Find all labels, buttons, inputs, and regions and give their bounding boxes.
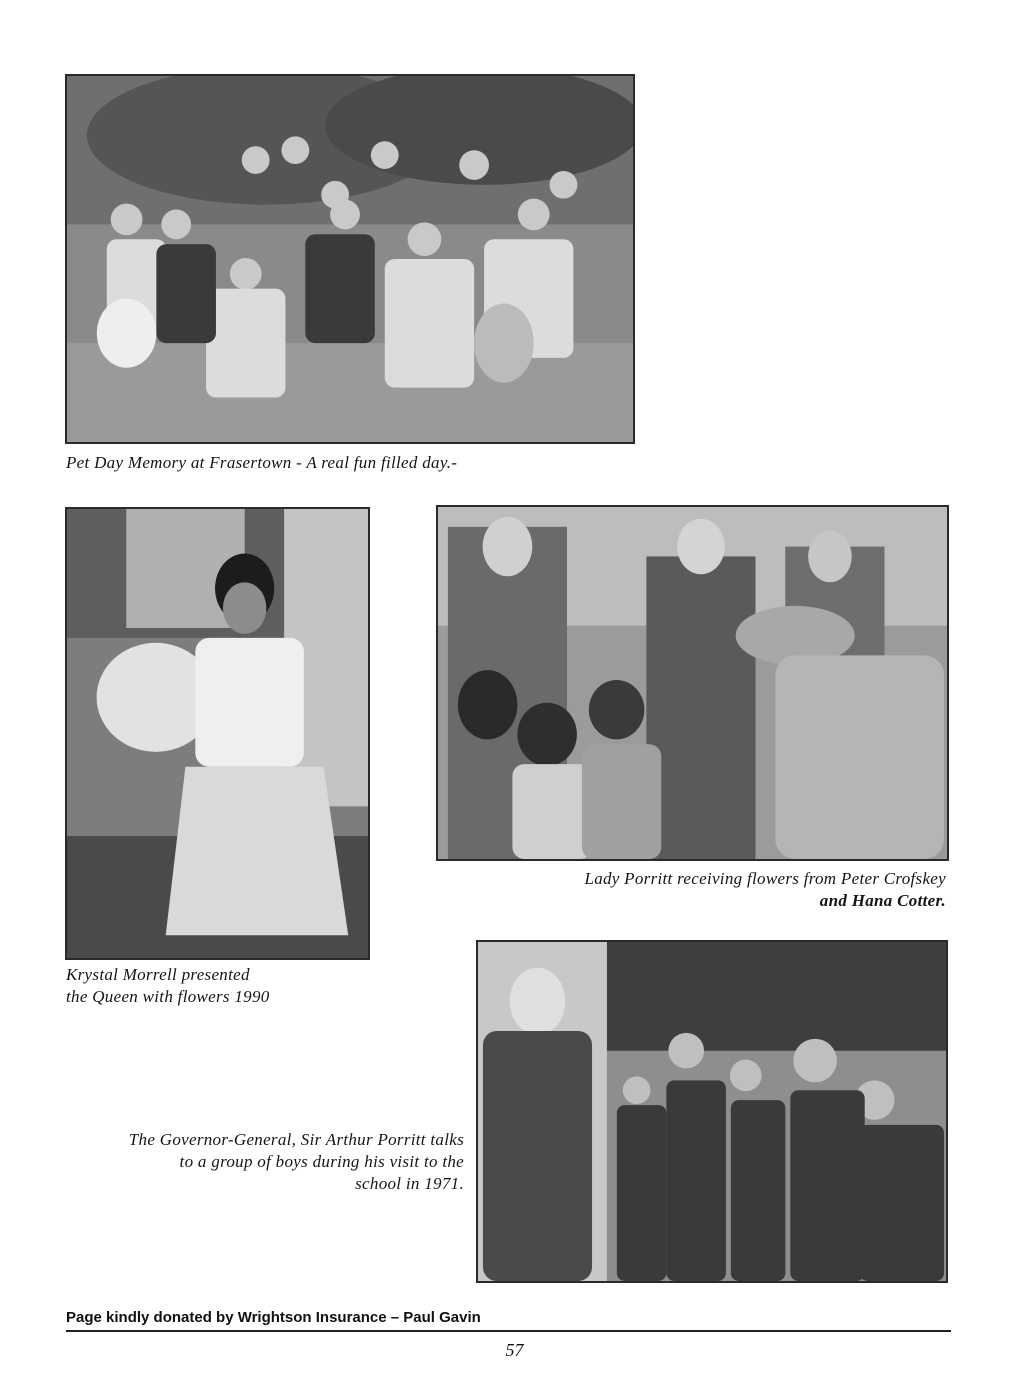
donation-note: Page kindly donated by Wrightson Insurance – Paul Gavin bbox=[66, 1309, 481, 1326]
krystal-caption-line-1: Krystal Morrell presented bbox=[66, 965, 250, 984]
lady-porritt-caption-line-2: and Hana Cotter. bbox=[819, 891, 946, 910]
governor-general-caption-line-1: The Governor-General, Sir Arthur Porritt talks bbox=[128, 1130, 464, 1149]
lady-porritt-caption-line-1: Lady Porritt receiving flowers from Peter Crofskey bbox=[584, 869, 946, 888]
footer-divider bbox=[66, 1330, 951, 1332]
governor-general-caption-line-2: to a group of boys during his visit to the bbox=[179, 1152, 464, 1171]
lady-porritt-caption bbox=[436, 868, 946, 912]
governor-general-caption bbox=[66, 1129, 464, 1195]
krystal-caption-line-2: the Queen with flowers 1990 bbox=[66, 987, 270, 1006]
governor-general-photo bbox=[476, 940, 948, 1283]
page-number: 57 bbox=[505, 1340, 524, 1360]
krystal-caption bbox=[66, 964, 270, 1008]
governor-general-photo-image bbox=[478, 942, 946, 1281]
krystal-photo bbox=[65, 507, 370, 960]
governor-general-caption-line-3: school in 1971. bbox=[355, 1174, 464, 1193]
krystal-photo-image bbox=[67, 509, 368, 958]
pet-day-photo-image bbox=[67, 76, 633, 442]
lady-porritt-photo bbox=[436, 505, 949, 861]
pet-day-caption: Pet Day Memory at Frasertown - A real fun filled day.- bbox=[66, 453, 458, 472]
lady-porritt-photo-image bbox=[438, 507, 947, 859]
pet-day-photo bbox=[65, 74, 635, 444]
